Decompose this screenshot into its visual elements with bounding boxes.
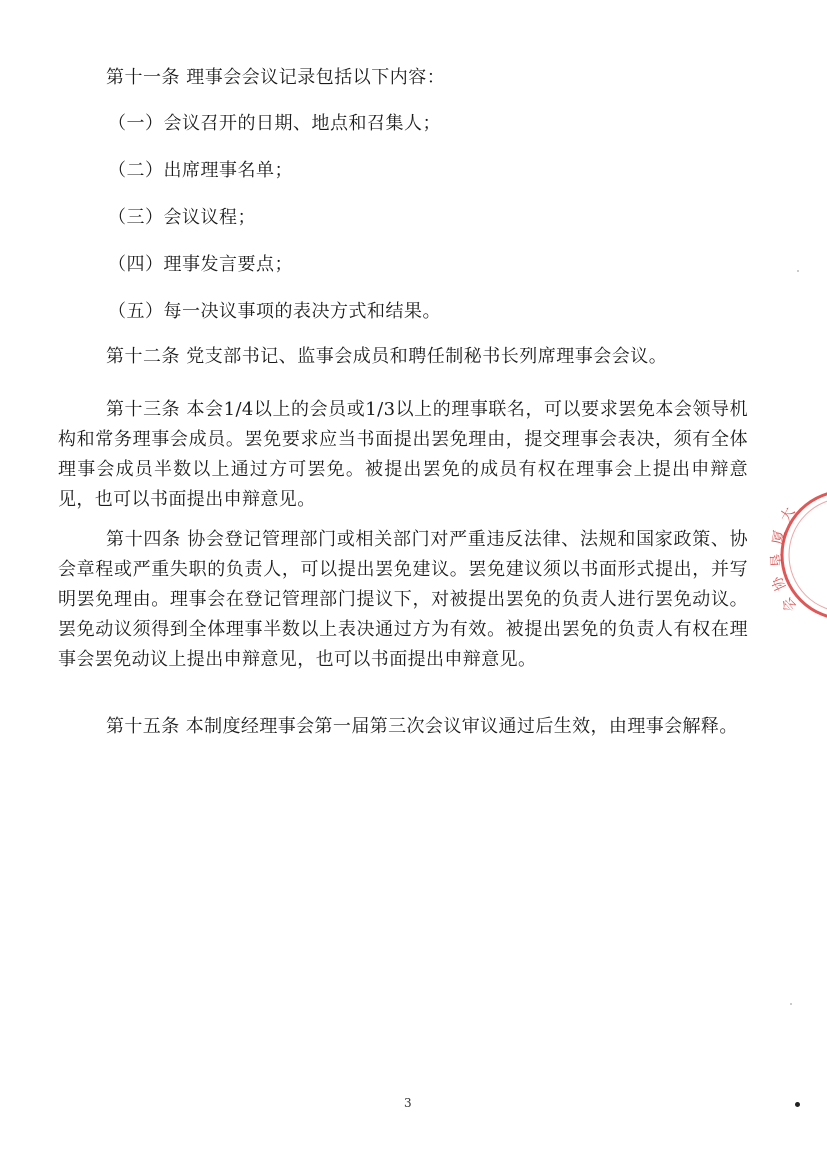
official-seal-stamp <box>768 487 827 627</box>
svg-text:大: 大 <box>777 504 799 525</box>
page-number: 3 <box>404 1096 412 1110</box>
article-11-item-2: （二）出席理事名单； <box>108 160 293 181</box>
scan-speck <box>790 1003 792 1005</box>
svg-text:垦: 垦 <box>768 552 786 569</box>
article-15: 第十五条 本制度经理事会第一届第三次会议审议通过后生效，由理事会解释。 <box>106 716 738 737</box>
article-13: 第十三条 本会1/4以上的会员或1/3以上的理事联名，可以要求罢免本会领导机构和常务理事会成员。罢免要求应当书面提出罢免理由，提交理事会表决，须有全体理事会成员半数以上通过方可罢免。被提出罢免的成员有权在理事会上提出申辩意见，也可以书面提出申辩意见。 <box>58 399 748 510</box>
svg-text:厦: 厦 <box>770 529 789 546</box>
article-11-item-3: （三）会议议程； <box>108 207 256 228</box>
scan-mark <box>795 1102 800 1107</box>
article-12: 第十二条 党支部书记、监事会成员和聘任制秘书长列席理事会会议。 <box>106 346 668 367</box>
scan-speck <box>797 270 799 272</box>
article-11-item-5: （五）每一决议事项的表决方式和结果。 <box>108 301 441 322</box>
article-11-item-4: （四）理事发言要点； <box>108 254 293 275</box>
article-11-title: 第十一条 理事会会议记录包括以下内容： <box>106 67 446 88</box>
svg-text:协: 协 <box>769 573 790 594</box>
article-11-item-1: （一）会议召开的日期、地点和召集人； <box>108 113 441 134</box>
svg-text:会: 会 <box>778 593 801 615</box>
article-14: 第十四条 协会登记管理部门或相关部门对严重违反法律、法规和国家政策、协会章程或严重失职的负责人，可以提出罢免建议。罢免建议须以书面形式提出，并写明罢免理由。理事会在登记管理部门提议下，对被提出罢免的负责人进行罢免动议。罢免动议须得到全体理事半数以上表决通过方为有效。被提出罢免的负责人有权在理事会罢免动议上提出申辩意见，也可以书面提出申辩意见。 <box>58 529 748 670</box>
